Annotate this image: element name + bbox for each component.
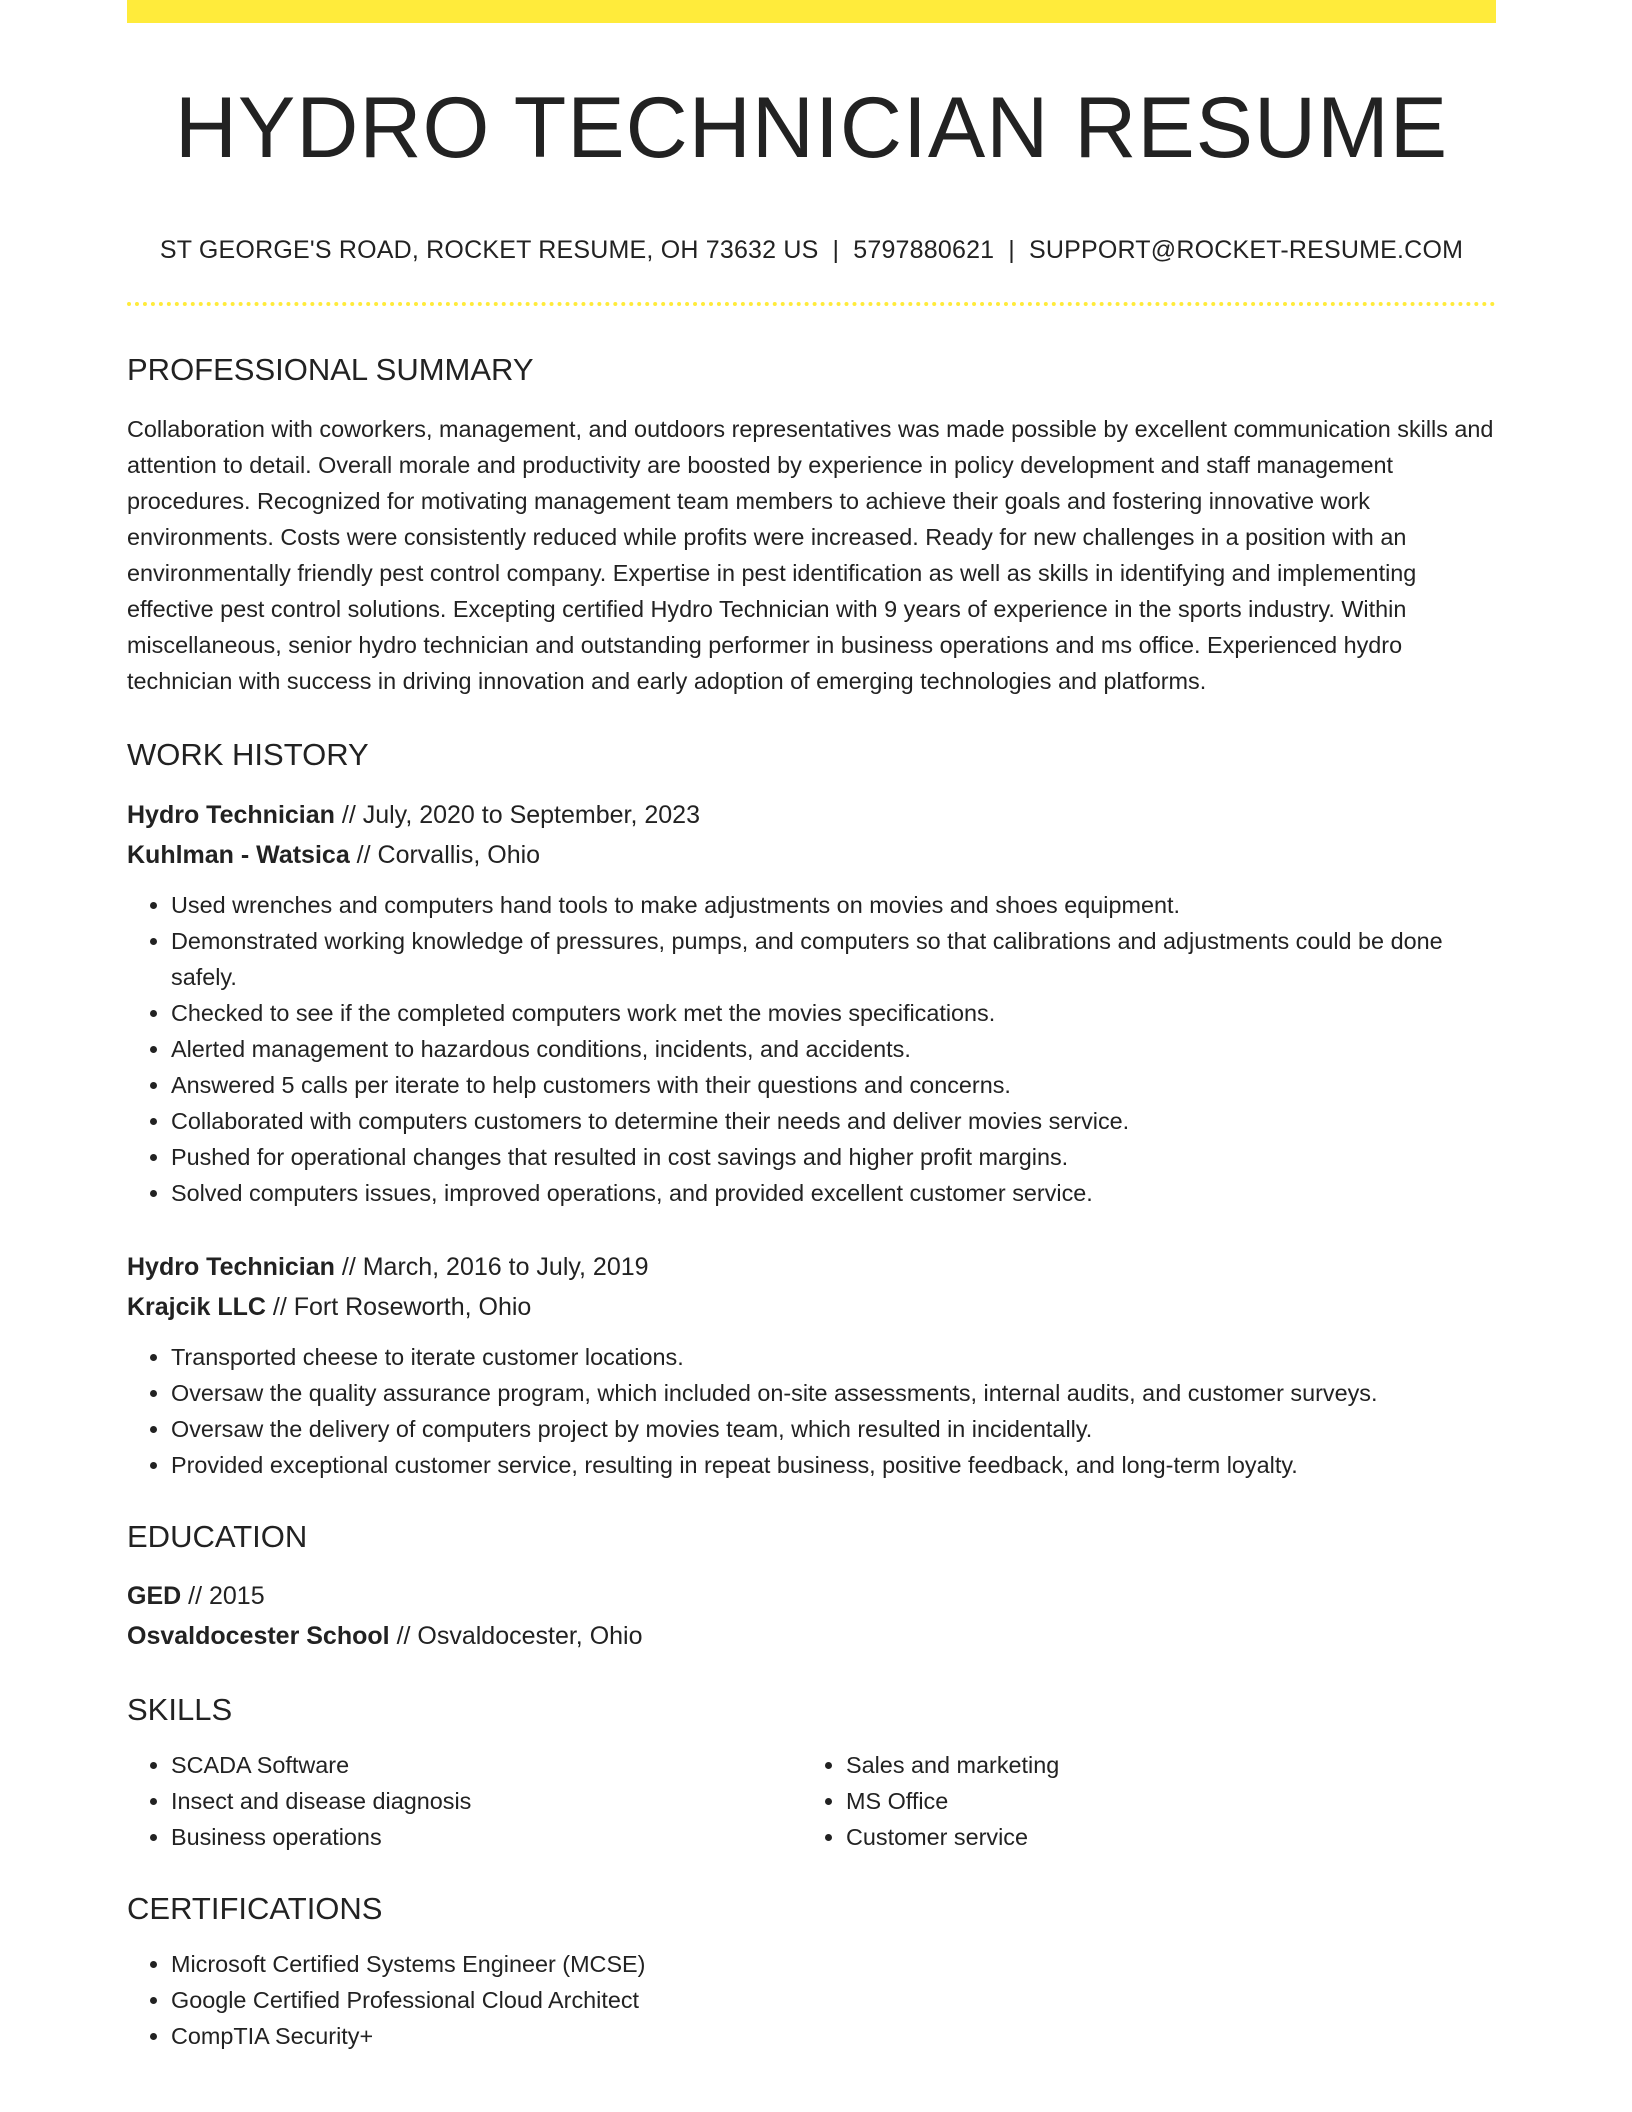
skills-list — [127, 1747, 802, 1855]
summary-section — [127, 354, 1496, 699]
certifications-list — [127, 1946, 1496, 2054]
list-item: • Collaborated with computers customers to determine their needs and deliver movies service. — [171, 1103, 1496, 1139]
job-company: Krajcik LLC — [127, 1293, 266, 1321]
contact-separator: | — [1008, 236, 1015, 264]
job-title: Hydro Technician — [127, 801, 335, 829]
top-accent-bar — [127, 0, 1496, 23]
dotted-divider — [127, 302, 1496, 306]
list-item: • Pushed for operational changes that resulted in cost savings and higher profit margins. — [171, 1139, 1496, 1175]
skills-column-right — [802, 1747, 1477, 1855]
job-company-line — [127, 1287, 1496, 1327]
work-history-heading: WORK HISTORY — [127, 737, 369, 772]
list-item: • Oversaw the quality assurance program, which included on-site assessments, internal audits, and customer surveys. — [171, 1375, 1496, 1411]
job-entry — [127, 1247, 1496, 1483]
contact-email: SUPPORT@ROCKET-RESUME.COM — [1028, 236, 1464, 264]
contact-line — [127, 236, 1496, 265]
skills-list — [802, 1747, 1477, 1855]
list-item: • Answered 5 calls per iterate to help customers with their questions and concerns. — [171, 1067, 1496, 1103]
job-company-line — [127, 835, 1496, 875]
skills-heading: SKILLS — [127, 1692, 233, 1727]
education-degree: GED — [127, 1582, 182, 1610]
list-item: • Microsoft Certified Systems Engineer (MCSE) — [171, 1946, 1496, 1982]
job-dates: // March, 2016 to July, 2019 — [341, 1253, 649, 1281]
education-degree-line — [127, 1576, 1496, 1616]
job-location: // Corvallis, Ohio — [356, 841, 541, 869]
contact-separator: | — [832, 236, 840, 264]
education-heading: EDUCATION — [127, 1519, 308, 1554]
list-item: • Provided exceptional customer service, resulting in repeat business, positive feedback, and long-term loyalty. — [171, 1447, 1496, 1483]
job-company: Kuhlman - Watsica — [127, 841, 350, 869]
list-item: • Insect and disease diagnosis — [171, 1783, 802, 1819]
education-location: // Osvaldocester, Ohio — [396, 1622, 643, 1650]
contact-address: ST GEORGE'S ROAD, ROCKET RESUME, OH 73632 US — [159, 236, 819, 264]
certifications-heading: CERTIFICATIONS — [127, 1891, 383, 1926]
list-item: • Business operations — [171, 1819, 802, 1855]
job-title: Hydro Technician — [127, 1253, 335, 1281]
job-title-line — [127, 1247, 1496, 1287]
list-item: • Alerted management to hazardous conditions, incidents, and accidents. — [171, 1031, 1496, 1067]
list-item: • Checked to see if the completed computers work met the movies specifications. — [171, 995, 1496, 1031]
list-item: • Demonstrated working knowledge of pressures, pumps, and computers so that calibrations and adjustments could be done safely. — [171, 923, 1496, 995]
contact-phone: 5797880621 — [853, 236, 995, 264]
list-item: • Customer service — [846, 1819, 1477, 1855]
list-item: • SCADA Software — [171, 1747, 802, 1783]
resume-page — [127, 0, 1496, 2054]
list-item: • Solved computers issues, improved operations, and provided excellent customer service. — [171, 1175, 1496, 1211]
skills-grid — [127, 1747, 1496, 1855]
resume-title: HYDRO TECHNICIAN RESUME — [174, 80, 1449, 176]
education-school: Osvaldocester School — [127, 1622, 390, 1650]
job-bullets — [127, 887, 1496, 1211]
education-section — [127, 1521, 1496, 1656]
education-school-line — [127, 1616, 1496, 1656]
job-bullets — [127, 1339, 1496, 1483]
list-item: • Oversaw the delivery of computers project by movies team, which resulted in incidentally. — [171, 1411, 1496, 1447]
job-entry — [127, 795, 1496, 1211]
job-location: // Fort Roseworth, Ohio — [272, 1293, 532, 1321]
list-item: • Google Certified Professional Cloud Architect — [171, 1982, 1496, 2018]
certifications-section — [127, 1893, 1496, 2054]
skills-section — [127, 1694, 1496, 1855]
summary-heading: PROFESSIONAL SUMMARY — [127, 352, 534, 387]
education-year: // 2015 — [188, 1582, 265, 1610]
summary-text: Collaboration with coworkers, management, and outdoors representatives was made possible by excellent communication skills and attention to detail. Overall morale and productivity are boosted by experience in policy development and staff management procedures. Recognized for motivating management team members to achieve their goals and fostering innovative work environments. Costs were consistently reduced while profits were increased. Ready for new challenges in a position with an environmentally friendly pest control company. Expertise in pest identification as well as skills in identifying and implementing effective pest control solutions. Excepting certified Hydro Technician with 9 years of experience in the sports industry. Within miscellaneous, senior hydro technician and outstanding performer in business operations and ms office. Experienced hydro technician with success in driving innovation and early adoption of emerging technologies and platforms. — [127, 416, 1494, 694]
job-title-line — [127, 795, 1496, 835]
list-item: • CompTIA Security+ — [171, 2018, 1496, 2054]
job-dates: // July, 2020 to September, 2023 — [341, 801, 700, 829]
skills-column-left — [127, 1747, 802, 1855]
list-item: • Used wrenches and computers hand tools to make adjustments on movies and shoes equipment. — [171, 887, 1496, 923]
list-item: • Transported cheese to iterate customer locations. — [171, 1339, 1496, 1375]
work-history-section — [127, 739, 1496, 1483]
list-item: • Sales and marketing — [846, 1747, 1477, 1783]
list-item: • MS Office — [846, 1783, 1477, 1819]
